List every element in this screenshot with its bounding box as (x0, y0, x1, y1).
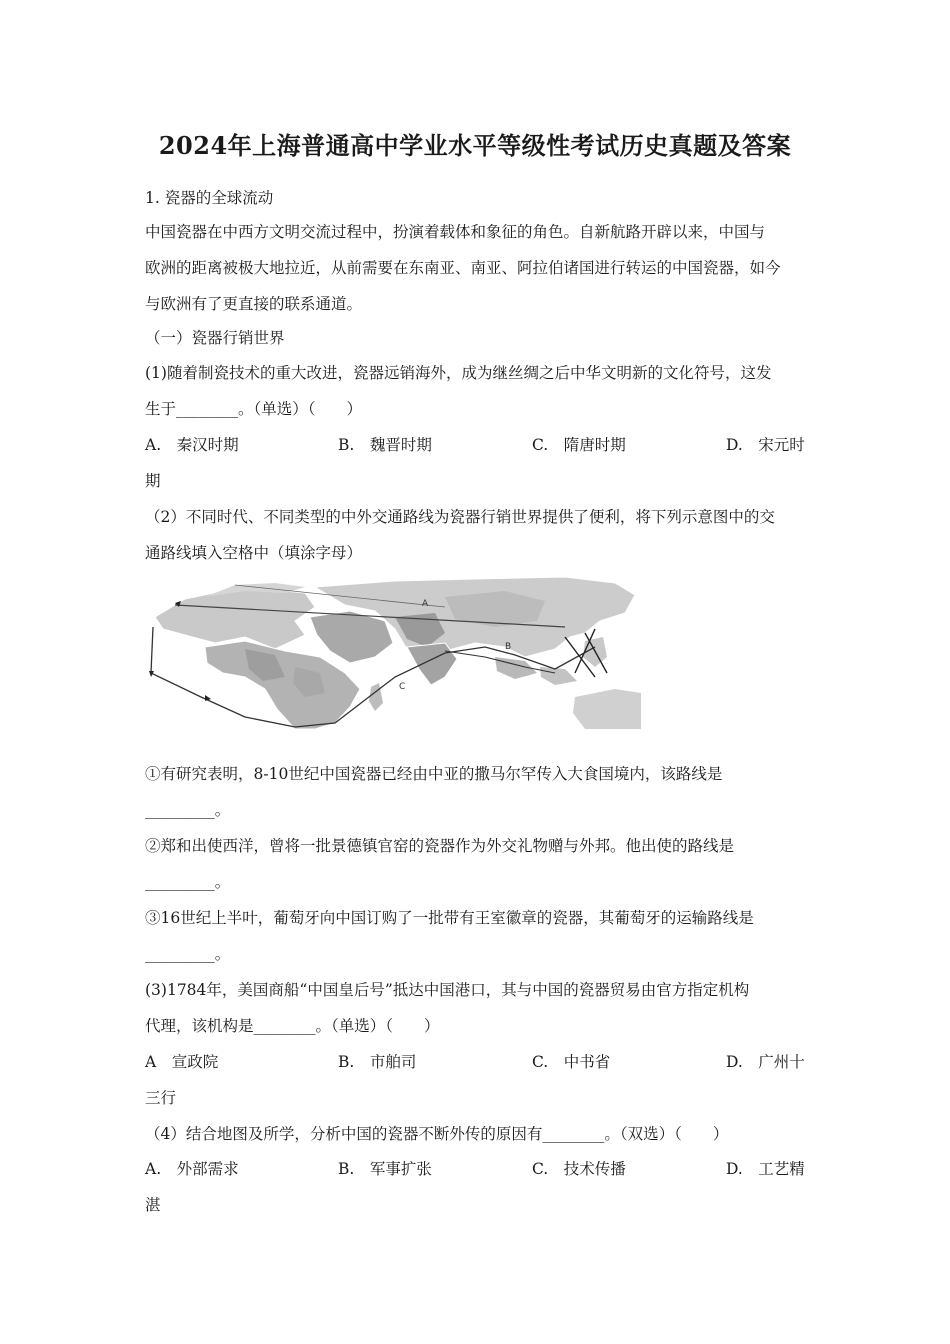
trade-route-map (145, 577, 641, 729)
option-a: A. 秦汉时期 (145, 436, 239, 454)
option-c: C. 中书省 (532, 1053, 611, 1071)
route-label-c: C (399, 682, 406, 692)
intro-line: 欧洲的距离被极大地拉近，从前需要在东南亚、南亚、阿拉伯诸国进行转运的中国瓷器，如今 (145, 259, 781, 277)
option-a: A 宣政院 (145, 1053, 219, 1071)
option-a: A. 外部需求 (145, 1160, 239, 1178)
sub-item-2: ②郑和出使西洋，曾将一批景德镇官窑的瓷器作为外交礼物赠与外邦。他出使的路线是 (145, 837, 735, 855)
answer-blank: _________。 (145, 873, 231, 891)
option-b: B. 市舶司 (338, 1053, 417, 1071)
intro-line: 与欧洲有了更直接的联系通道。 (145, 295, 363, 313)
option-d-wrap: 湛 (145, 1196, 161, 1214)
answer-blank: _________。 (145, 945, 231, 963)
option-c: C. 隋唐时期 (532, 436, 626, 454)
sub-question-2: （2）不同时代、不同类型的中外交通路线为瓷器行销世界提供了便利，将下列示意图中的交 (145, 508, 775, 526)
sub-question-1: 生于________。（单选）（ ） (145, 400, 363, 418)
sub-question-3: 代理，该机构是________。（单选）（ ） (145, 1017, 440, 1035)
option-d-wrap: 三行 (145, 1089, 177, 1107)
question-heading: 1. 瓷器的全球流动 (145, 189, 274, 207)
option-b: B. 军事扩张 (338, 1160, 432, 1178)
sub-item-1: ①有研究表明，8-10世纪中国瓷器已经由中亚的撒马尔罕传入大食国境内，该路线是 (145, 765, 723, 783)
sub-question-3: (3)1784年，美国商船“中国皇后号”抵达中国港口，其与中国的瓷器贸易由官方指定机构 (145, 981, 750, 999)
intro-line: 中国瓷器在中西方文明交流过程中，扮演着载体和象征的角色。自新航路开辟以来，中国与 (145, 223, 766, 241)
option-d: D. 广州十 (726, 1053, 805, 1071)
option-b: B. 魏晋时期 (338, 436, 432, 454)
option-c: C. 技术传播 (532, 1160, 626, 1178)
section-heading: （一）瓷器行销世界 (145, 329, 285, 347)
sub-question-4: （4）结合地图及所学，分析中国的瓷器不断外传的原因有________。（双选）（ ） (145, 1125, 729, 1143)
page-title: 2024年上海普通高中学业水平等级性考试历史真题及答案 (158, 131, 792, 160)
sub-question-1: (1)随着制瓷技术的重大改进，瓷器远销海外，成为继丝绸之后中华文明新的文化符号，这发 (145, 364, 772, 382)
option-d: D. 宋元时 (726, 436, 805, 454)
route-label-b: B (505, 642, 512, 652)
route-label-a: A (422, 599, 429, 609)
option-d: D. 工艺精 (726, 1160, 805, 1178)
option-d-wrap: 期 (145, 472, 161, 490)
answer-blank: _________。 (145, 801, 231, 819)
sub-question-2: 通路线填入空格中（填涂字母） (145, 544, 363, 562)
sub-item-3: ③16世纪上半叶，葡萄牙向中国订购了一批带有王室徽章的瓷器，其葡萄牙的运输路线是 (145, 909, 754, 927)
